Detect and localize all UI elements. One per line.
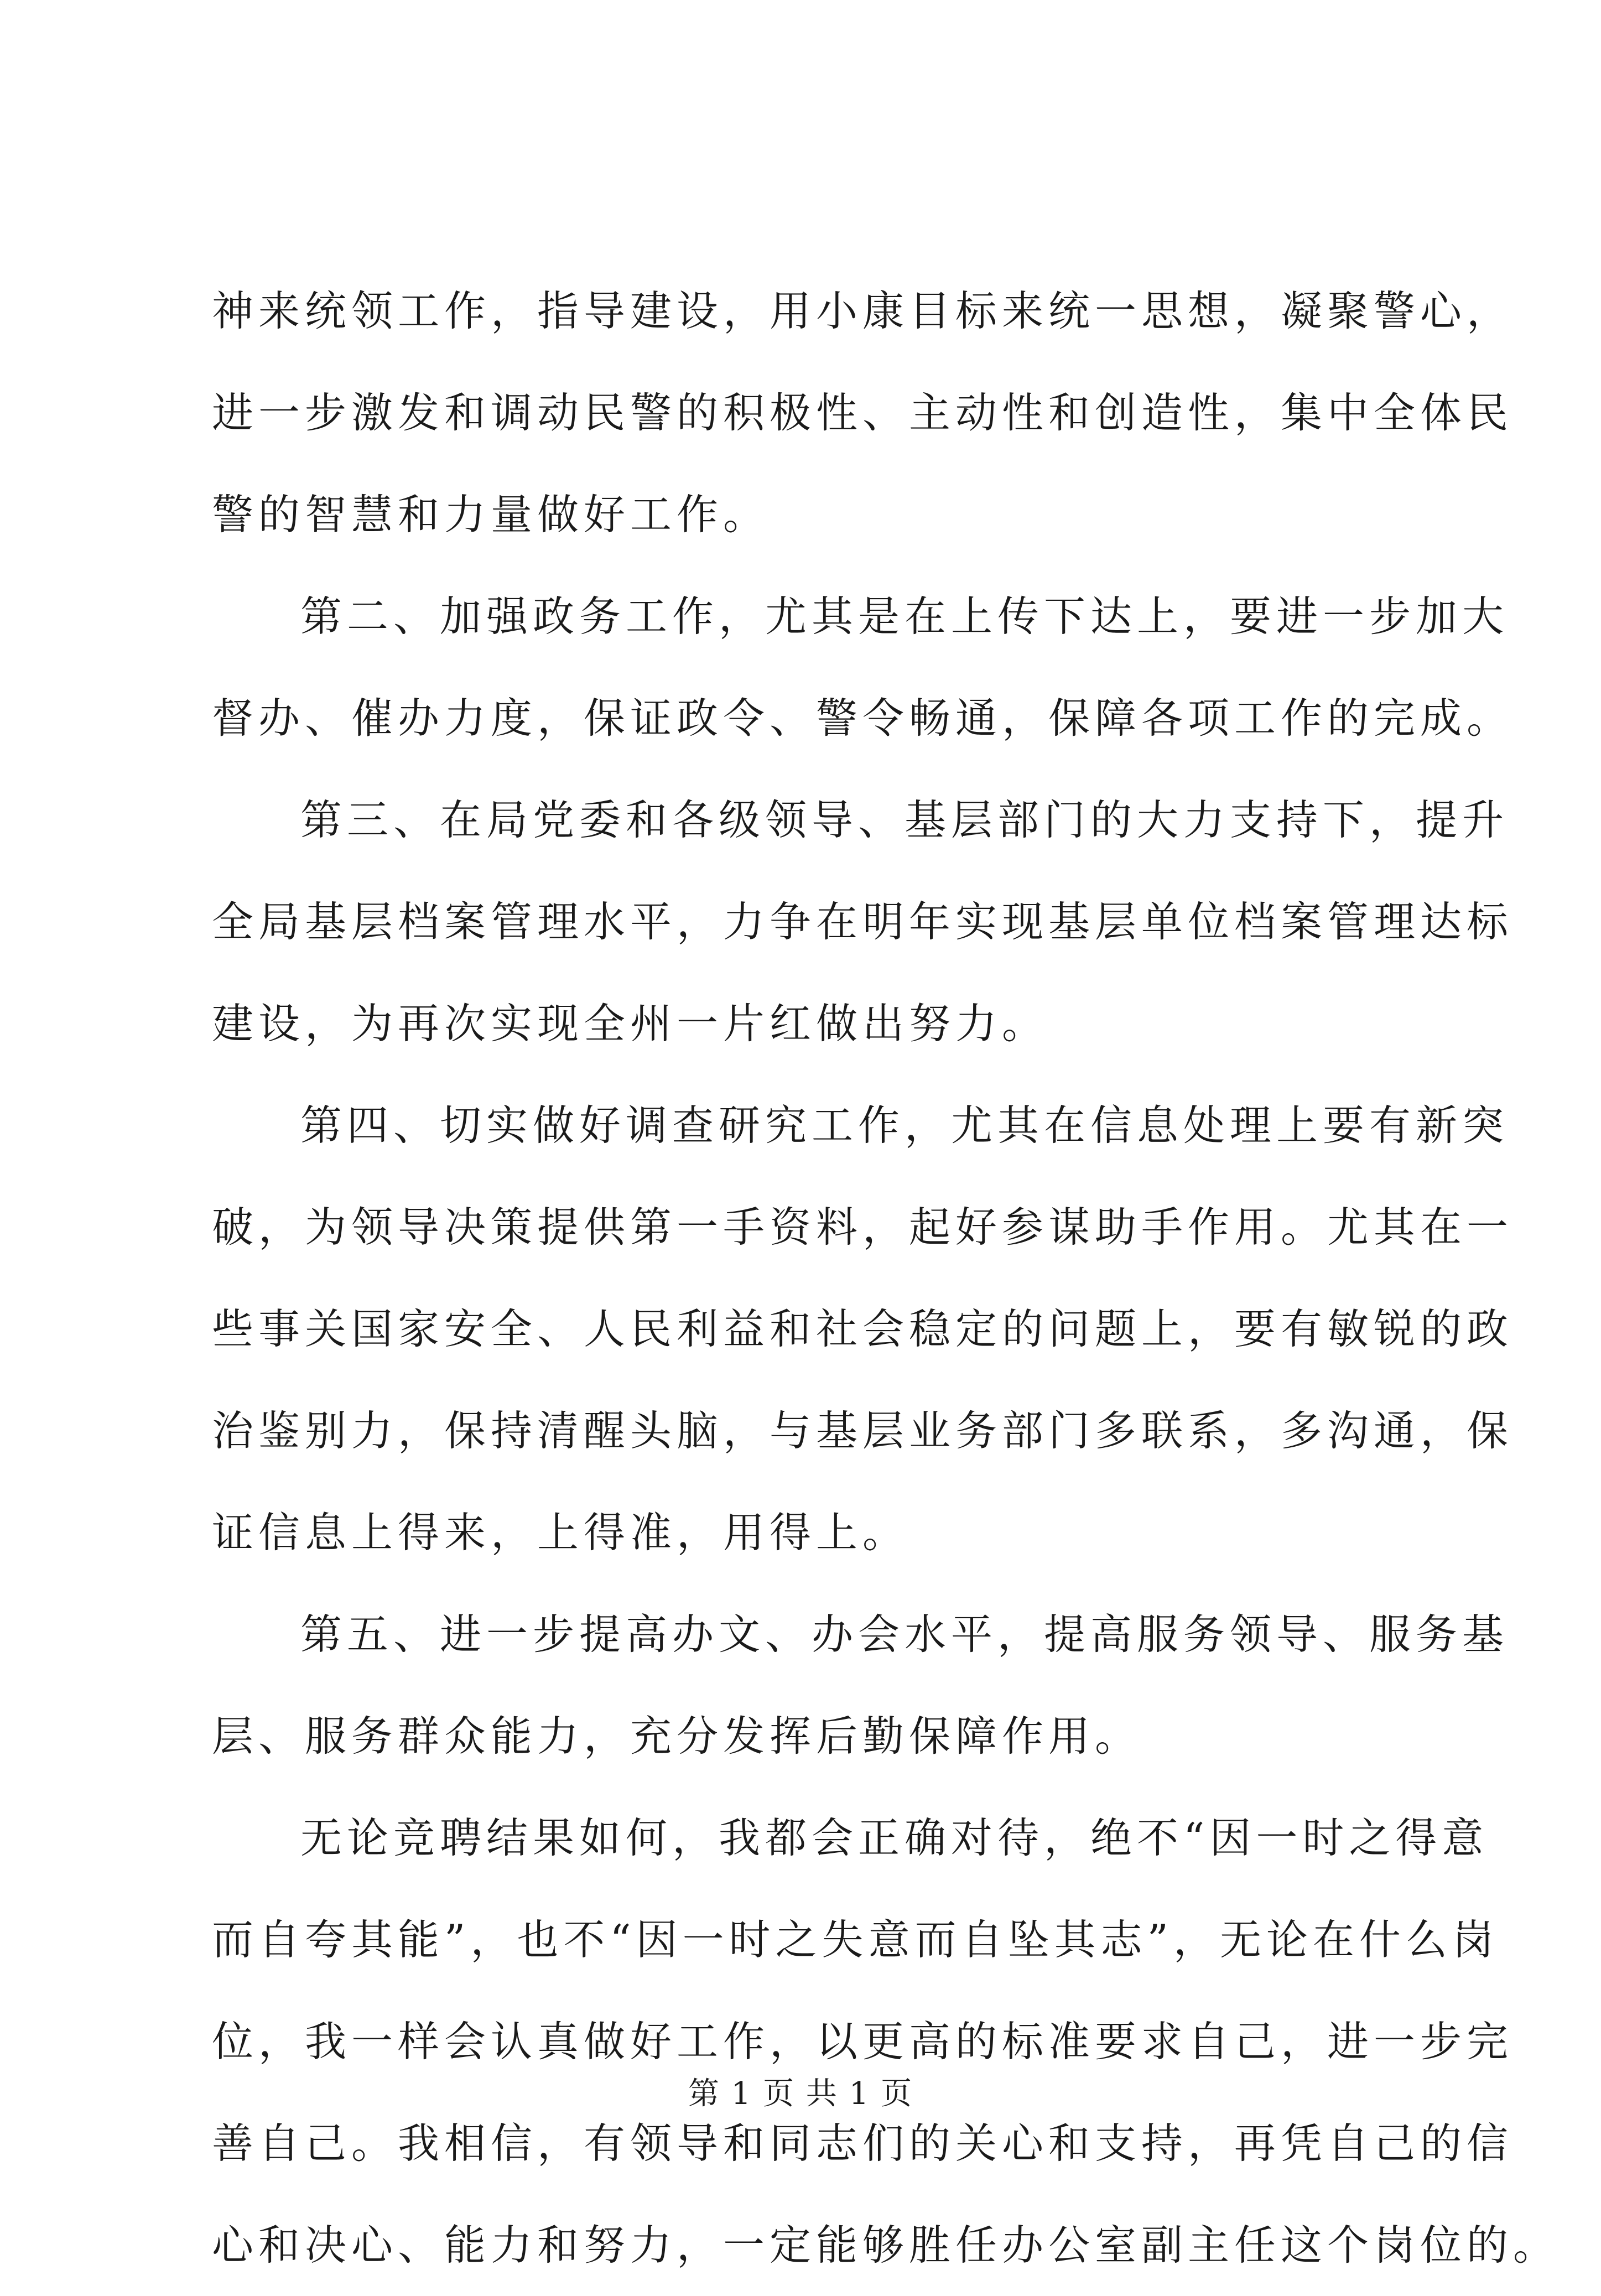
text-line: 些事关国家安全、人民利益和社会稳定的问题上，要有敏锐的政: [212, 1305, 1514, 1353]
text-line: 破，为领导决策提供第一手资料，起好参谋助手作用。尤其在一: [212, 1203, 1514, 1251]
paragraph-item-5: [212, 1583, 1509, 1787]
paragraph-item-4: [212, 1074, 1514, 1583]
page-footer: 第 1 页 共 1 页: [688, 2076, 913, 2112]
text-line: 神来统领工作，指导建设，用小康目标来统一思想，凝聚警心，: [212, 287, 1514, 335]
paragraph-item-3: [212, 769, 1514, 1074]
text-line: 层、服务群众能力，充分发挥后勤保障作用。: [212, 1712, 1142, 1760]
text-line: 建设，为再次实现全州一片红做出努力。: [212, 999, 1049, 1048]
text-line: 第三、在局党委和各级领导、基层部门的大力支持下，提升: [300, 796, 1509, 844]
text-line: 第五、进一步提高办文、办会水平，提高服务领导、服务基: [300, 1610, 1509, 1659]
text-line: 第二、加强政务工作，尤其是在上传下达上，要进一步加大: [300, 592, 1509, 641]
text-line: 第四、切实做好调查研究工作，尤其在信息处理上要有新突: [300, 1101, 1509, 1150]
document-body: [212, 260, 1560, 2296]
text-line: 全局基层档案管理水平，力争在明年实现基层单位档案管理达标: [212, 897, 1514, 946]
paragraph-item-2: [212, 565, 1514, 769]
text-line: 而自夸其能”，也不“因一时之失意而自坠其志”，无论在什么岗: [212, 1915, 1499, 1964]
text-line: 无论竞聘结果如何，我都会正确对待，绝不“因一时之得意: [300, 1814, 1489, 1862]
text-line: 位，我一样会认真做好工作，以更高的标准要求自己，进一步完: [212, 2017, 1514, 2066]
text-line: 警的智慧和力量做好工作。: [212, 490, 770, 539]
text-line: 进一步激发和调动民警的积极性、主动性和创造性，集中全体民: [212, 388, 1514, 437]
text-line: 督办、催办力度，保证政令、警令畅通，保障各项工作的完成。: [212, 694, 1514, 742]
paragraph-conclusion: [212, 1787, 1560, 2296]
text-line: 善自己。我相信，有领导和同志们的关心和支持，再凭自己的信: [212, 2119, 1514, 2168]
text-line: 治鉴别力，保持清醒头脑，与基层业务部门多联系，多沟通，保: [212, 1406, 1514, 1455]
text-line: 心和决心、能力和努力，一定能够胜任办公室副主任这个岗位的。: [212, 2221, 1560, 2269]
paragraph-continuation: [212, 260, 1514, 565]
text-line: 证信息上得来，上得准，用得上。: [212, 1508, 909, 1557]
